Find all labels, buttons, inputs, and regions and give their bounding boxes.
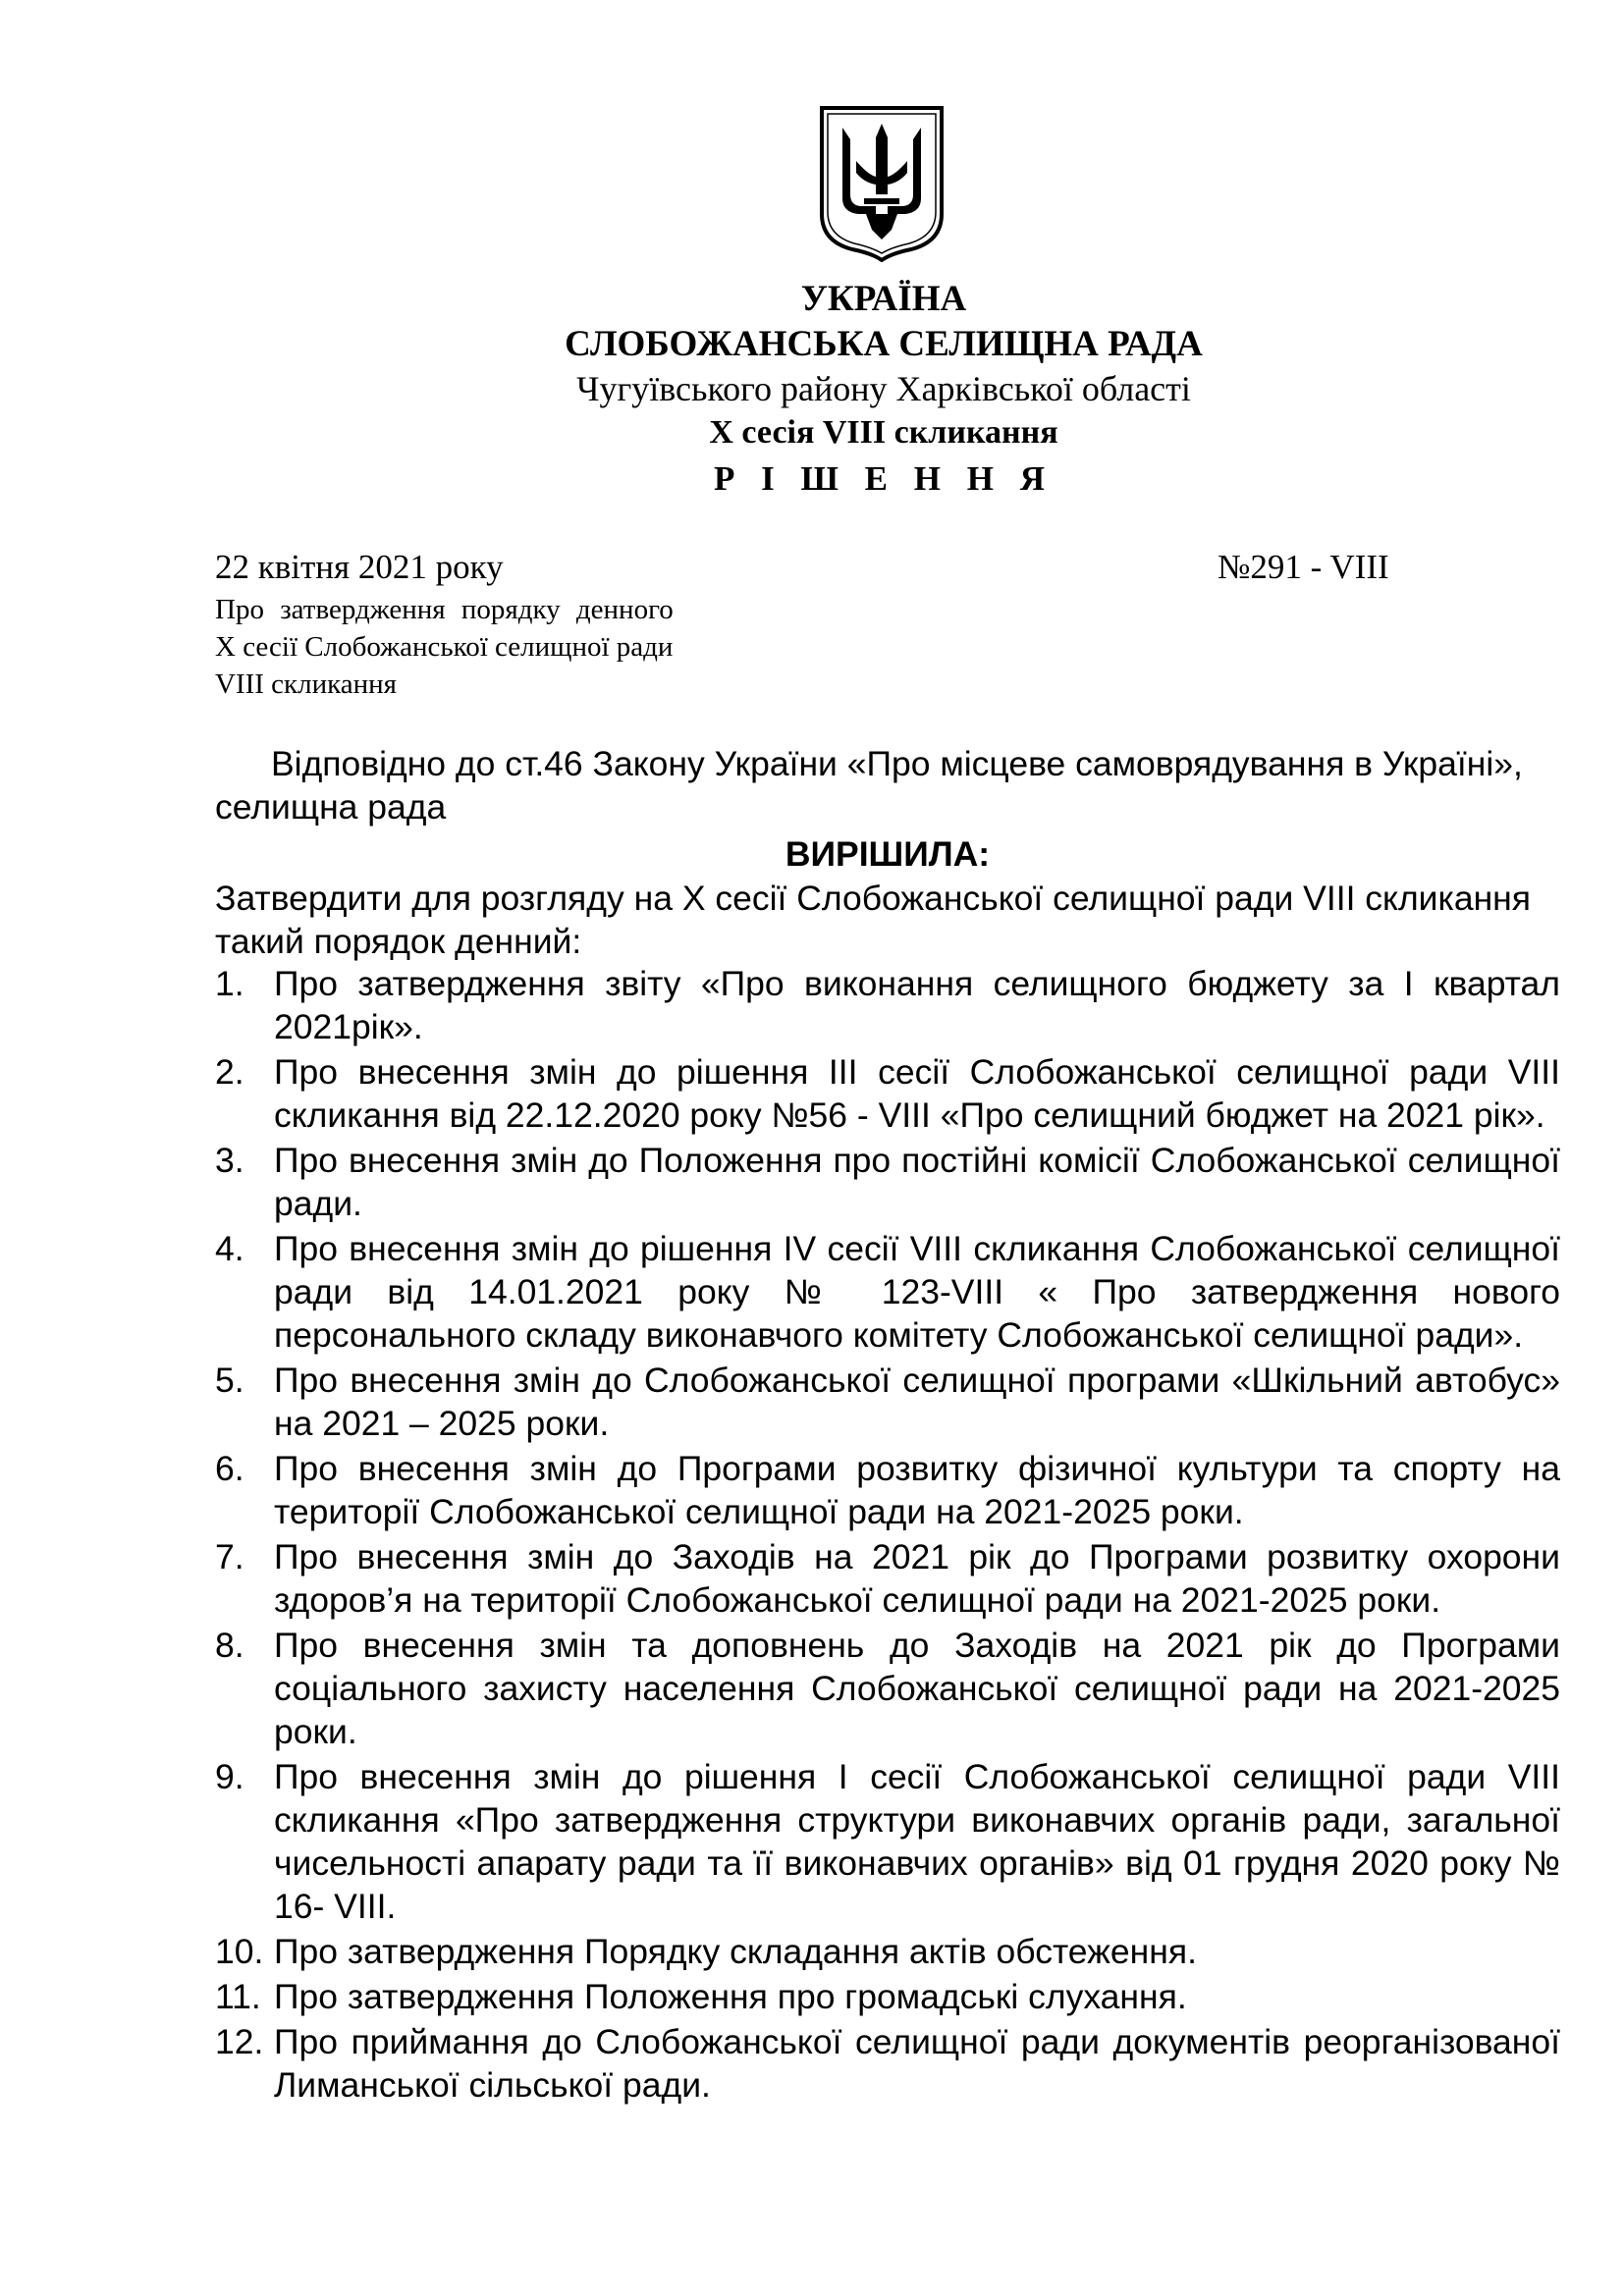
agenda-item: [215, 1227, 1560, 1357]
agenda-item-number: 1.: [215, 964, 244, 1003]
agenda-item: [215, 1050, 1560, 1137]
agenda-item-text: Про внесення змін до рішення III сесії Слобожанської селищної ради VIII скликання від 22.12.2020 року №56 - VIII «Про селищний бюджет на 2021 рік».: [274, 1052, 1560, 1135]
decision-number: №291 - VIII: [1218, 548, 1389, 586]
agenda-item-number: 2.: [215, 1052, 244, 1092]
agenda-item-text: Про приймання до Слобожанської селищної ради документів реорганізованої Лиманської сільської ради.: [274, 2022, 1560, 2105]
agenda-item-text: Про внесення змін до Слобожанської селищної програми «Шкільний автобус» на 2021 – 2025 роки.: [274, 1361, 1560, 1443]
agenda-item-text: Про затвердження звіту «Про виконання селищного бюджету за I квартал 2021рік».: [274, 964, 1560, 1046]
agenda-item: [215, 1535, 1560, 1622]
agenda-item-number: 4.: [215, 1229, 244, 1268]
agenda-item-number: 7.: [215, 1537, 244, 1576]
agenda-item: [215, 1975, 1560, 2018]
agenda-item-number: 11.: [215, 1977, 261, 2016]
agenda-item-text: Про внесення змін до Програми розвитку фізичної культури та спорту на території Слобожанської селищної ради на 2021-2025 роки.: [274, 1449, 1560, 1531]
agenda-item-text: Про внесення змін та доповнень до Заходів на 2021 рік до Програми соціального захисту населення Слобожанської селищної ради на 2021-2025 роки.: [274, 1626, 1560, 1751]
coat-of-arms-emblem: [817, 104, 947, 262]
intro-paragraph: Відповідно до ст.46 Закону України «Про місцеве самоврядування в Україні», селищна рада: [215, 744, 1523, 827]
agenda-item: [215, 962, 1560, 1048]
agenda-item-number: 9.: [215, 1757, 244, 1796]
country-title: УКРАЇНА: [800, 279, 967, 319]
agenda-item-number: 10.: [215, 1932, 264, 1971]
subject-line: X сесії Слобожанської селищної ради: [215, 631, 674, 663]
agenda-item: [215, 1930, 1560, 1973]
agenda-item-number: 3.: [215, 1141, 244, 1180]
council-title: СЛОБОЖАНСЬКА СЕЛИЩНА РАДА: [565, 324, 1203, 364]
agenda-item-text: Про затвердження Порядку складання актів обстеження.: [274, 1932, 1197, 1971]
agenda-item-text: Про внесення змін до рішення I сесії Слобожанської селищної ради VIII скликання «Про затвердження структури виконавчих органів ради, загальної чисельності апарату ради та її виконавчих органів» від 01 грудня 2020 року № 16- VIII.: [274, 1757, 1560, 1926]
district-subtitle: Чугуївського району Харківської області: [576, 369, 1191, 408]
agenda-list: [215, 962, 1560, 2109]
agenda-item-number: 12.: [215, 2022, 264, 2061]
agenda-item: [215, 1139, 1560, 1225]
agenda-item: [215, 1447, 1560, 1533]
subject-line: Про затвердження порядку денного: [215, 594, 674, 625]
agenda-item-number: 5.: [215, 1361, 244, 1400]
agenda-item: [215, 1755, 1560, 1928]
decision-date: 22 квітня 2021 року: [215, 548, 504, 586]
agenda-item: [215, 2020, 1560, 2107]
agenda-item-text: Про затвердження Положення про громадські слухання.: [274, 1977, 1187, 2016]
decided-heading: ВИРІШИЛА:: [785, 834, 991, 874]
document-type-title: Р І Ш Е Н Н Я: [713, 459, 1054, 498]
decision-subject: [215, 591, 674, 703]
agenda-item: [215, 1359, 1560, 1445]
agenda-item-text: Про внесення змін до рішення IV сесії VIII скликання Слобожанської селищної ради від 14.01.2021 року № 123-VIII « Про затвердження нового персонального складу виконавчого комітету Слобожанської селищної ради».: [274, 1229, 1560, 1355]
agenda-item: [215, 1624, 1560, 1753]
resolve-paragraph: Затвердити для розгляду на X сесії Слобожанської селищної ради VIII скликання такий порядок денний:: [215, 879, 1532, 961]
agenda-item-number: 6.: [215, 1449, 244, 1488]
subject-line: VIII скликання: [215, 668, 398, 700]
session-title: X сесія VIII скликання: [709, 414, 1058, 451]
agenda-item-text: Про внесення змін до Заходів на 2021 рік до Програми розвитку охорони здоров’я на території Слобожанської селищної ради на 2021-2025 роки.: [274, 1537, 1560, 1620]
agenda-item-text: Про внесення змін до Положення про постійні комісії Слобожанської селищної ради.: [274, 1141, 1560, 1223]
agenda-item-number: 8.: [215, 1626, 244, 1665]
